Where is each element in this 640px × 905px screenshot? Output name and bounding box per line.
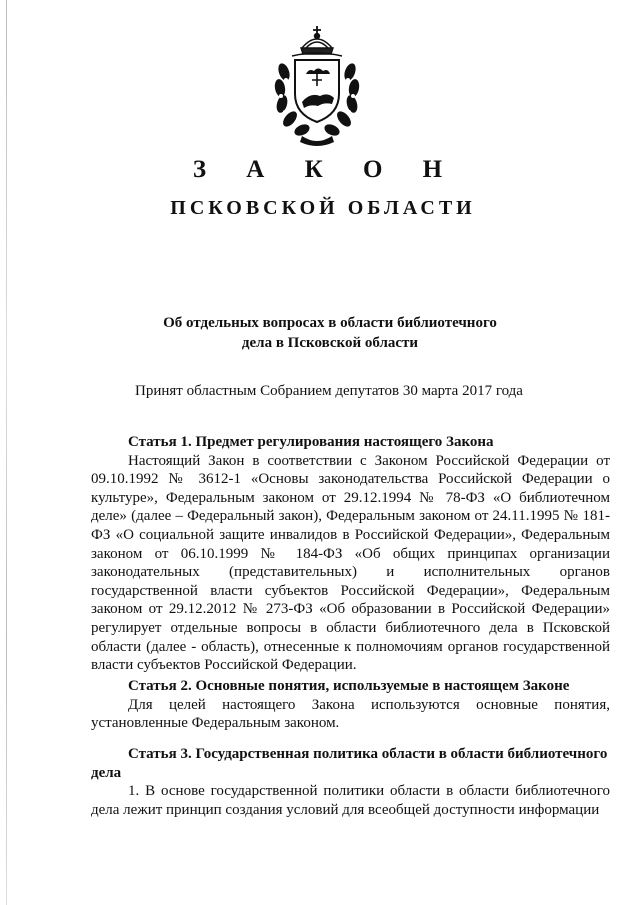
document-title: З А К О Н [192,156,460,183]
adoption-note: Принят областным Собранием депутатов 30 марта 2017 года [135,383,523,399]
article-3 [91,745,610,819]
article-2 [91,677,610,733]
scan-edge [6,0,7,905]
coat-of-arms-icon [262,22,372,150]
law-name-line: дела в Псковской области [241,335,419,351]
article-heading: Статья 1. Предмет регулирования настоящего Закона [128,434,494,450]
article-heading: Статья 2. Основные понятия, используемые в настоящем Законе [128,678,570,694]
law-name [160,313,500,353]
article-text: 1. В основе государственной политики области в области библиотечного дела лежит принцип создания условий для всеобщей доступности информации [91,783,610,818]
article-heading: Статья 3. Государственная политика области в области библиотечного дела [91,746,608,781]
article-1 [91,433,610,675]
article-text: Настоящий Закон в соответствии с Законом Российской Федерации от 09.10.1992 № 3612-1 «Основы законодательства Российской Федерации о культуре», Федеральным законом от 29.12.1994 № 78-ФЗ «О библиотечном деле» (далее – Федеральный закон), Федеральным законом от 24.11.1995 № 181-ФЗ «О социальной защите инвалидов в Российской Федерации», Федеральным законом от 06.10.1999 № 184-ФЗ «Об общих принципах организации законодательных (представительных) и исполнительных органов государственной власти субъектов Российской Федерации», Федеральным законом от 29.12.2012 № 273-ФЗ «Об образовании в Российской Федерации» регулирует отдельные вопросы в области библиотечного дела в Псковской области (далее - область), отнесенные к полномочиям органов государственной власти субъектов Российской Федерации. [91,452,610,674]
document-subtitle: ПСКОВСКОЙ ОБЛАСТИ [170,197,476,219]
law-name-line: Об отдельных вопросах в области библиотечного [163,315,497,331]
article-text: Для целей настоящего Закона используются основные понятия, установленные Федеральным законом. [91,696,610,732]
